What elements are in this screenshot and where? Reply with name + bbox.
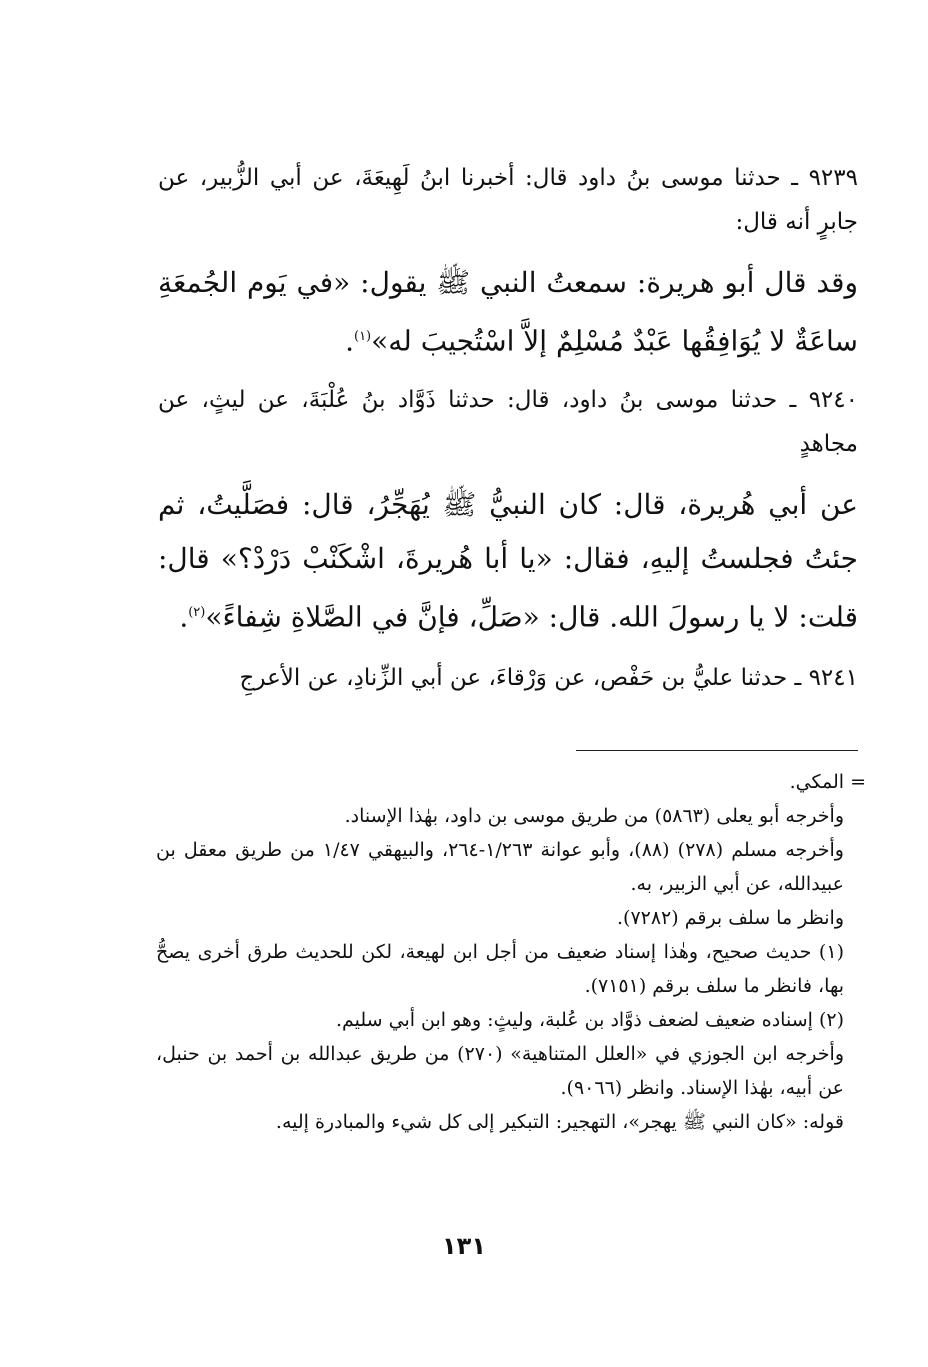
- footnote-line: قوله: «كان النبي ﷺ يهجر»، التهجير: التبكير إلى كل شيء والمبادرة إليه.: [275, 1111, 844, 1133]
- hadith-9239-text: وقد قال أبو هريرة: سمعتُ النبي ﷺ يقول: «في يَوم الجُمعَةِ ساعَةٌ لا يُوَافِقُها عَبْدٌ مُسْلِمٌ إلاَّ اسْتُجيبَ له»$^{(١)}$.: [158, 266, 858, 358]
- hadith-9239-chain: [158, 156, 858, 244]
- hadith-9240-text: عن أبي هُريرة، قال: كان النبيُّ ﷺ يُهَجِّرُ، قال: فصَلَّيتُ، ثم جئتُ فجلستُ إليهِ، فقال: «يا أبا هُريرةَ، اشْكَنْبْ دَرْدْ؟» قال: قلت: لا يا رسولَ الله. قال: «صَلِّ، فإنَّ في الصَّلاةِ شِفاءً»$^{(٢)}$.: [158, 488, 858, 634]
- footnotes: [156, 765, 866, 1139]
- footnote-2: (٢) إسناده ضعيف لضعف ذوَّاد بن عُلبة، وليثٍ: وهو ابن أبي سليم.: [335, 1009, 844, 1031]
- footnote-continuation: = المكي.: [789, 771, 866, 793]
- hadith-9239-chain-text: ٩٢٣٩ ـ حدثنا موسى بنُ داود قال: أخبرنا ابنُ لَهِيعَةَ، عن أبي الزُّبير، عن جابرٍ أنه قال:: [158, 165, 858, 235]
- footnote-ref-2[interactable]: (٢): [188, 605, 206, 620]
- footnote-line: وأخرجه مسلم (٢٧٨) (٨٨)، وأبو عوانة ١/٢٦٣-٢٦٤، والبيهقي ١/٤٧ من طريق معقل بن عبيدالله، عن أبي الزبير، به.: [156, 839, 844, 895]
- footnote-ref-1[interactable]: (١): [353, 329, 372, 344]
- hadith-9241-chain-text: ٩٢٤١ ـ حدثنا عليُّ بن حَفْص، عن وَرْقاءَ، عن أبي الزِّنادِ، عن الأعرجِ: [239, 665, 858, 691]
- hadith-9240-chain: [158, 378, 858, 466]
- footnote-line: وأخرجه ابن الجوزي في «العلل المتناهية» (٢٧٠) من طريق عبدالله بن أحمد بن حنبل، عن أبيه، بهٰذا الإسناد. وانظر (٩٠٦٦).: [156, 1043, 844, 1099]
- hadith-9239-matn: وقد قال أبو هريرة: سمعتُ النبي ﷺ يقول: «في يَوم الجُمعَةِ ساعَةٌ لا يُوَافِقُها عَبْدٌ مُسْلِمٌ إلاَّ اسْتُجيبَ له»: [158, 266, 858, 358]
- footnote-divider: [576, 750, 858, 751]
- footnote-1: (١) حديث صحيح، وهٰذا إسناد ضعيف من أجل ابن لهيعة، لكن للحديث طرق أخرى يصحُّ بها، فانظر ما سلف برقم (٧١٥١).: [156, 941, 844, 997]
- footnote-line: وأخرجه أبو يعلى (٥٨٦٣) من طريق موسى بن داود، بهٰذا الإسناد.: [344, 805, 844, 827]
- hadith-9241-chain: [158, 656, 858, 700]
- hadith-9240-chain-text: ٩٢٤٠ ـ حدثنا موسى بنُ داود، قال: حدثنا ذَوَّاد بنُ عُلْبَةَ، عن ليثٍ، عن مجاهدٍ: [158, 387, 858, 457]
- hadith-9240-matn: عن أبي هُريرة، قال: كان النبيُّ ﷺ يُهَجِّرُ، قال: فصَلَّيتُ، ثم جئتُ فجلستُ إليهِ، فقال: «يا أبا هُريرةَ، اشْكَنْبْ دَرْدْ؟» قال: قلت: لا يا رسولَ الله. قال: «صَلِّ، فإنَّ في الصَّلاةِ شِفاءً»: [158, 488, 858, 634]
- page-number: ١٣١: [442, 1232, 486, 1260]
- footnote-line: وانظر ما سلف برقم (٧٢٨٢).: [616, 907, 844, 929]
